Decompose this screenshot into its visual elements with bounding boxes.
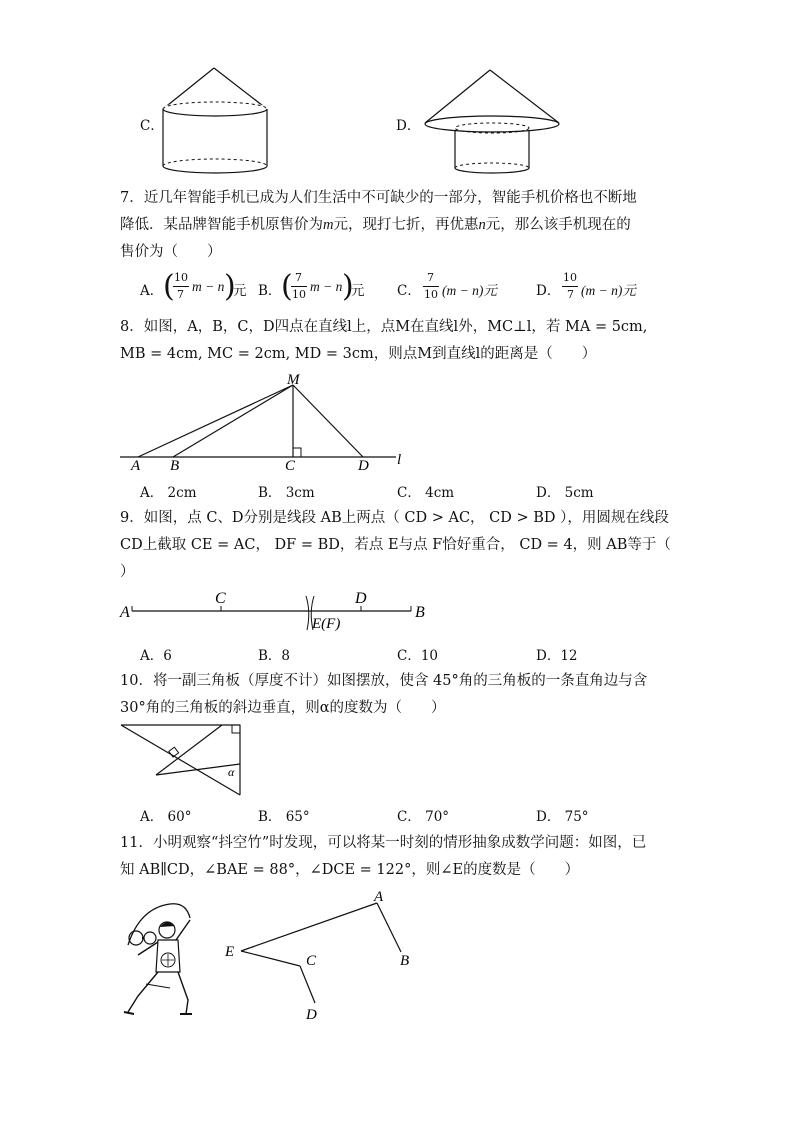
q8-option-b[interactable]: B． 3cm	[258, 485, 315, 501]
q10-line2: 30°角的三角板的斜边垂直，则α的度数为（ ）	[120, 700, 446, 716]
q8-label-a: A	[131, 458, 141, 474]
q8-line1: 8．如图，A，B，C，D四点在直线l上，点M在直线l外，MC⊥l，若 MA = 5cm,	[120, 319, 648, 335]
q8-figure	[118, 368, 418, 474]
q7-line3: 售价为（ ）	[120, 244, 222, 260]
q10-figure	[118, 722, 248, 798]
q6-figure-c	[160, 66, 270, 176]
q9-label-d: D	[355, 590, 367, 607]
q11-line2: 知 AB∥CD，∠BAE = 88°，∠DCE = 122°，则∠E的度数是（ ）	[120, 862, 580, 878]
q8-label-c: C	[285, 458, 296, 474]
q8-option-d[interactable]: D． 5cm	[536, 485, 594, 501]
q9-label-c: C	[215, 590, 226, 607]
diabolo-player-illustration	[120, 900, 200, 1018]
q8-label-m: M	[287, 372, 300, 388]
q8-line2: MB = 4cm, MC = 2cm, MD = 3cm，则点M到直线l的距离是（ ）	[120, 346, 597, 362]
q10-label-alpha: α	[228, 765, 235, 779]
q8-option-c[interactable]: C． 4cm	[397, 485, 455, 501]
q11-figure	[220, 886, 420, 1022]
q8-label-l: l	[397, 452, 402, 468]
q10-option-a[interactable]: A． 60°	[140, 809, 192, 825]
q10-option-b[interactable]: B． 65°	[258, 809, 310, 825]
q9-option-c[interactable]: C．10	[397, 648, 439, 664]
q9-figure	[118, 588, 438, 638]
q11-label-c: C	[306, 953, 317, 969]
q8-label-b: B	[170, 458, 180, 474]
q9-label-a: A	[120, 604, 130, 621]
q7-line1: 7．近几年智能手机已成为人们生活中不可缺少的一部分，智能手机价格也不断地	[120, 190, 637, 206]
q9-label-ef: E(F)	[312, 616, 341, 632]
q6-figure-d	[422, 68, 562, 178]
q9-line3: ）	[120, 564, 135, 580]
q7-line2: 降低．某品牌智能手机原售价为m元，现打七折，再优惠n元，那么该手机现在的	[120, 217, 631, 233]
q9-option-b[interactable]: B．8	[258, 648, 291, 664]
q10-option-c[interactable]: C． 70°	[397, 809, 450, 825]
q9-option-a[interactable]: A．6	[140, 648, 172, 664]
q9-option-d[interactable]: D．12	[536, 648, 578, 664]
q9-label-b: B	[415, 604, 425, 621]
q10-line1: 10．将一副三角板（厚度不计）如图摆放，使含 45°角的三角板的一条直角边与含	[120, 673, 648, 689]
q9-line2: CD上截取 CE = AC， DF = BD，若点 E与点 F恰好重合， CD = 4，则 AB等于（	[120, 537, 671, 553]
q11-line1: 11．小明观察“抖空竹”时发现，可以将某一时刻的情形抽象成数学问题：如图，已	[120, 835, 647, 851]
q11-label-d: D	[306, 1007, 317, 1023]
q11-label-e: E	[225, 944, 235, 960]
q8-option-a[interactable]: A． 2cm	[140, 485, 197, 501]
q11-label-b: B	[400, 953, 410, 969]
q8-label-d: D	[358, 458, 369, 474]
q6-option-c-label: C．	[140, 118, 164, 134]
q11-label-a: A	[374, 889, 384, 905]
q6-option-d-label: D．	[396, 118, 421, 134]
q9-line1: 9．如图，点 C、D分别是线段 AB上两点（ CD > AC， CD > BD ），用圆规在线段	[120, 510, 669, 526]
q10-option-d[interactable]: D． 75°	[536, 809, 589, 825]
